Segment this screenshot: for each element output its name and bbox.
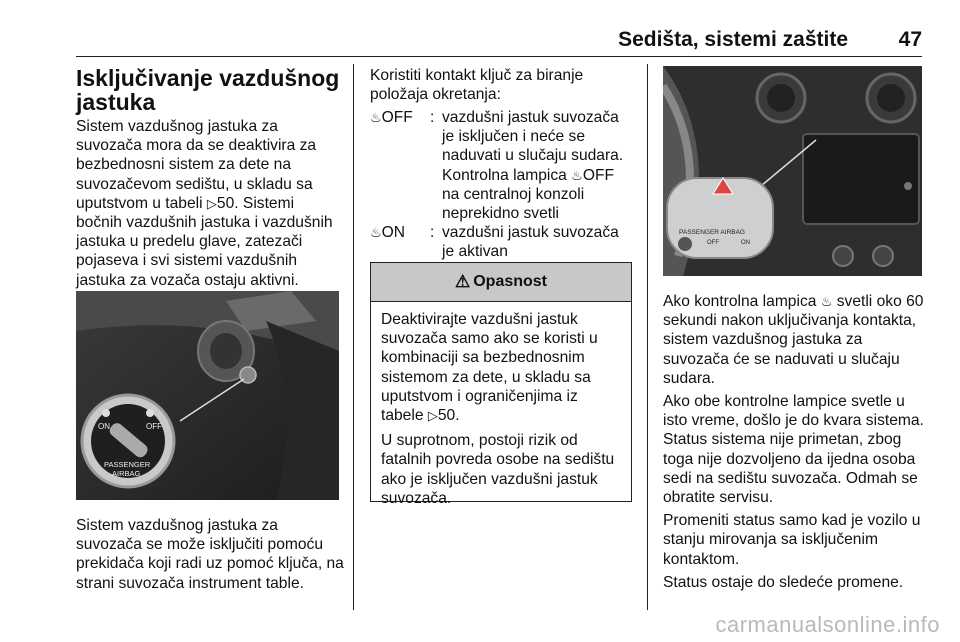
triangle-right-icon: ▷	[206, 195, 217, 211]
position-definitions	[370, 108, 634, 262]
page-title: Sedišta, sistemi zaštite	[618, 28, 848, 51]
airbag-off-icon: ♨	[571, 167, 583, 183]
left-column-bottom	[76, 516, 344, 597]
console-illustration	[663, 66, 922, 276]
switch-off-label: OFF	[146, 422, 162, 431]
warning-title: Opasnost	[473, 273, 548, 290]
left-column	[76, 66, 344, 294]
console-on-label: ON	[741, 240, 750, 246]
definition-off: ♨OFF : vazdušni jastuk suvozača je isključen i neće se naduvati u slučaju sudara. Kontrolna lampica ♨OFF na centralnoj konzoli neprekidno svetli	[370, 109, 624, 223]
page-ref[interactable]: 50	[216, 194, 235, 212]
warning-box	[370, 262, 632, 507]
airbag-off-icon: ♨	[370, 110, 382, 125]
right-paragraph-2: Ako obe kontrolne lampice svetle u isto vreme, došlo je do kvara sistema. Status sistema nije primetan, zbog toga nije dozvoljeno da ijedna osoba sedi na sedištu suvozača. Odmah se obratite servisu.	[663, 393, 924, 507]
console-passenger-airbag-label: PASSENGER AIRBAG	[679, 229, 745, 236]
console-photo	[663, 66, 922, 276]
column-divider-1	[353, 64, 354, 610]
switch-on-label: ON	[98, 422, 110, 431]
airbag-on-icon: ♨	[820, 294, 833, 309]
right-paragraph-4: Status ostaje do sledeće promene.	[663, 573, 904, 591]
watermark: carmanualsonline.info	[715, 612, 940, 637]
section-heading: Isključivanje vazdušnog jastuka	[76, 65, 340, 115]
page-header	[76, 22, 922, 52]
warning-paragraph-1: Deaktivirajte vazdušni jastuk suvozača samo ako se koristi u kombinaciji sa bezbednosnim sistemom za dete, u skladu sa uputstvom i ograničenjima iz tabele ▷50.	[381, 311, 598, 425]
page-number: 47	[898, 28, 922, 51]
definition-on: ♨ON : vazdušni jastuk suvozača je aktivan	[370, 224, 619, 261]
warning-header	[371, 263, 631, 302]
key-switch-paragraph: Sistem vazdušnog jastuka za suvozača se može isključiti pomoću prekidača koji radi uz pomoć ključa, na strani suvozača instrument table.	[76, 517, 344, 592]
switch-passenger-label: PASSENGER	[104, 460, 151, 469]
column-divider-2	[647, 64, 648, 610]
right-paragraph-3: Promeniti status samo kad je vozilo u stanju mirovanja sa isključenim kontaktom.	[663, 512, 921, 568]
warning-paragraph-2: U suprotnom, postoji rizik od fatalnih povreda osobe na sedištu ako je isključen vazdušni jastuk suvozača.	[381, 432, 615, 507]
console-off-label: OFF	[707, 240, 719, 246]
right-column	[663, 292, 927, 596]
warning-triangle-icon: ⚠	[454, 272, 471, 291]
warning-body	[371, 302, 631, 508]
intro-paragraph: Sistem vazdušnog jastuka za suvozača mora da se deaktivira za bezbednosni sistem za dete na suvozačevom sedištu, u skladu sa uputstvom u tabeli ▷50. Sistemi bočnih vazdušnih jastuka i vazdušnih jastuka u predelu glave, zatezači pojaseva i svi sistemi vazdušnih jastuka za vozača ostaju aktivni.	[76, 118, 333, 289]
airbag-on-icon: ♨	[370, 225, 382, 241]
page-ref[interactable]: 50	[437, 407, 456, 425]
key-intro-paragraph: Koristiti kontakt ključ za biranje položaja okretanja:	[370, 67, 584, 104]
triangle-right-icon: ▷	[427, 408, 438, 424]
right-paragraph-1: Ako kontrolna lampica ♨ svetli oko 60 sekundi nakon uključivanja kontakta, sistem vazdušnog jastuka za suvozača će se naduvati u slučaju sudara.	[663, 293, 924, 387]
key-switch-photo	[76, 291, 339, 500]
key-switch-illustration	[76, 291, 339, 500]
header-rule	[76, 56, 922, 57]
middle-column	[370, 66, 632, 108]
switch-airbag-label: AIRBAG	[112, 469, 141, 478]
